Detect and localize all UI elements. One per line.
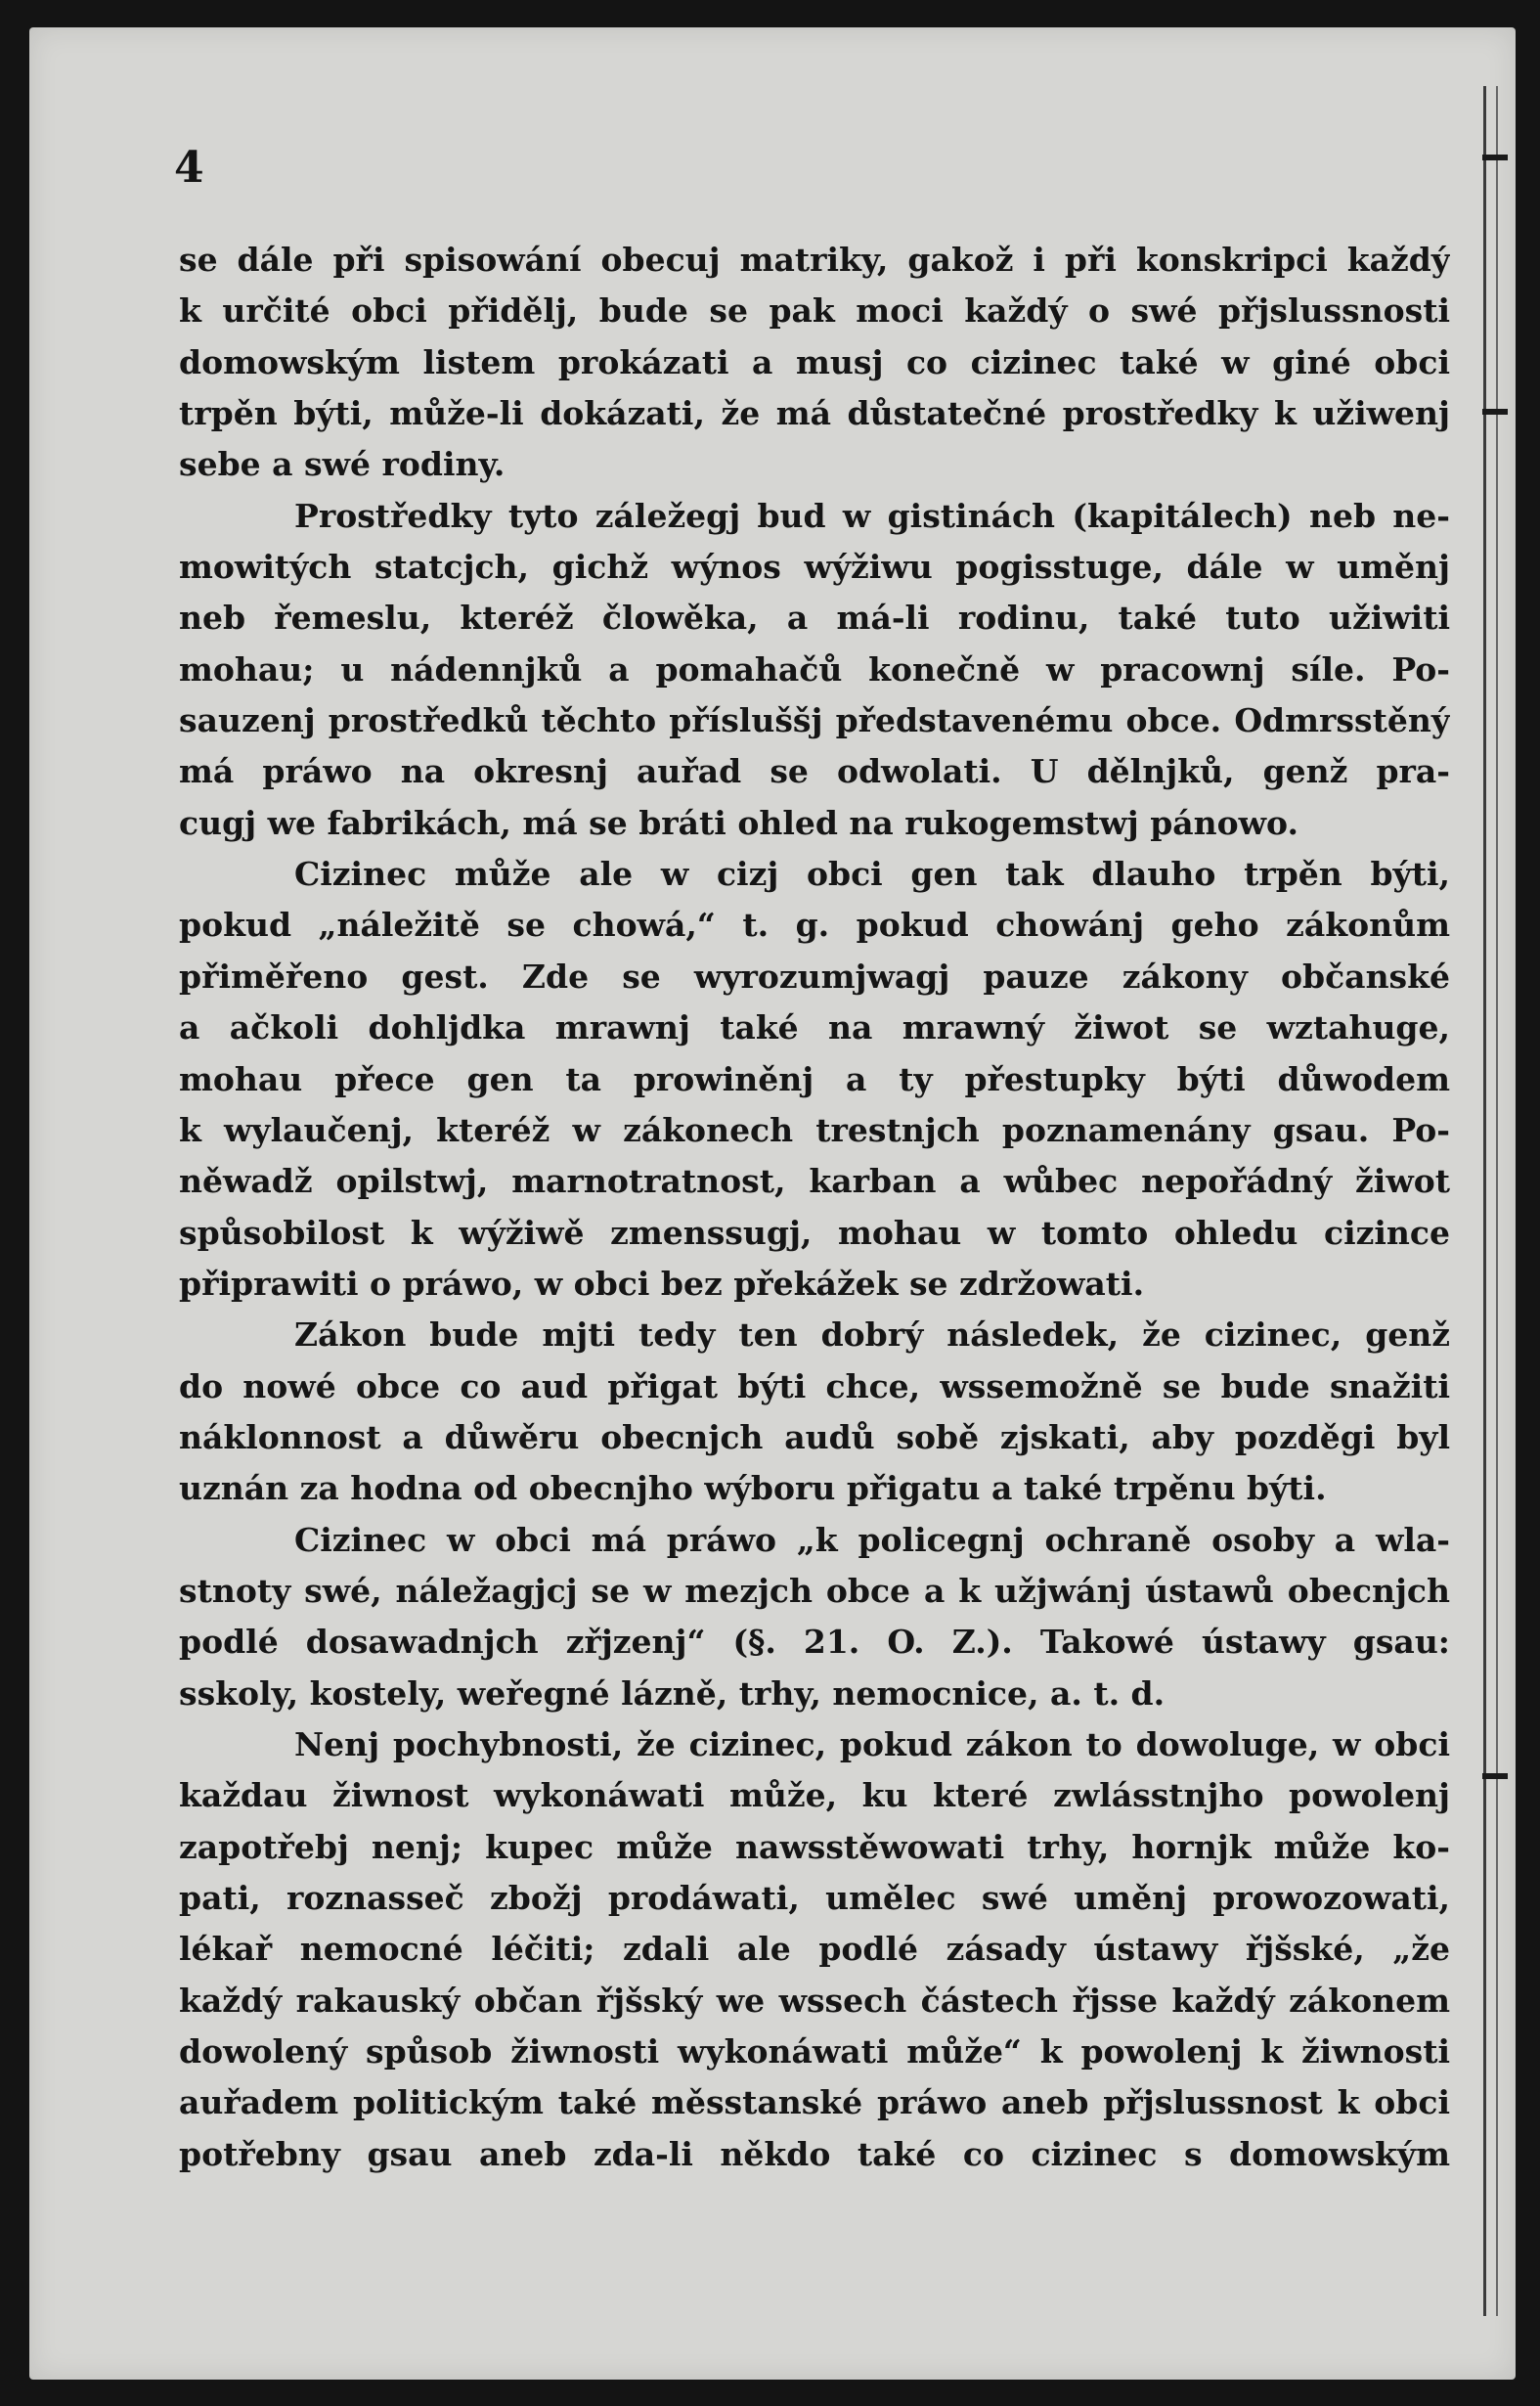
text-line: přiměřeno gest. Zde se wyrozumjwagj pauze zákony občanské [179, 957, 1450, 996]
text-line: Cizinec může ale w cizj obci gen tak dlauho trpěn býti, [294, 855, 1450, 894]
text-line: má práwo na okresnj auřad se odwolati. U dělnjků, genž pra- [179, 752, 1450, 791]
edge-mark [1482, 155, 1508, 160]
text-line: stnoty swé, náležagjcj se w mezjch obce a k užjwánj ústawů obecnjch [179, 1571, 1450, 1610]
text-line: sebe a swé rodiny. [179, 445, 506, 484]
text-line: zapotřebj nenj; kupec může nawsstěwowati trhy, hornjk může ko- [179, 1827, 1450, 1866]
text-line: trpěn býti, může-li dokázati, že má důstatečné prostředky k užiwenj [179, 394, 1450, 433]
text-line: pati, roznassеč zbožj prodáwati, umělec swé uměnj prowozowati, [179, 1879, 1450, 1917]
text-line: Zákon bude mjti tedy ten dobrý následek, že cizinec, genž [294, 1315, 1450, 1355]
page-edge-strip [1483, 86, 1498, 2316]
text-line: Cizinec w obci má práwo „k policegnj ochraně osoby a wla- [294, 1520, 1450, 1559]
page-number: 4 [174, 143, 204, 193]
text-line: něwadž opilstwj, marnotratnost, karban a wůbec nepořádný žiwot [179, 1162, 1450, 1201]
text-line: podlé dosawadnjch zřjzenj“ (§. 21. O. Z.). Takowé ústawy gsau: [179, 1623, 1450, 1662]
text-line: uznán za hodna od obecnjho wýboru přigatu a také trpěnu býti. [179, 1469, 1327, 1508]
text-line: do nowé obce co aud přigat býti chce, wssemožně se bude snažiti [179, 1366, 1450, 1405]
text-line: každau žiwnost wykonáwati může, ku které zwlásstnjho powolenj [179, 1776, 1450, 1815]
text-line: sskoly, kostely, weřegné lázně, trhy, nemocnice, a. t. d. [179, 1673, 1166, 1713]
text-line: každý rakauský občan řjšský we wssech částech řjsse každý zákonem [179, 1981, 1450, 2020]
edge-mark [1482, 1773, 1508, 1779]
text-line: Nenj pochybnosti, že cizinec, pokud zákon to dowoluge, w obci [294, 1724, 1450, 1763]
text-line: pokud „náležitě se chowá,“ t. g. pokud chowánj geho zákonům [179, 906, 1450, 945]
edge-mark [1482, 409, 1508, 415]
text-line: auřadem politickým také měsstanské práwo aneb přjslussnost k obci [179, 2083, 1450, 2122]
text-line: neb řemeslu, kteréž člowěka, a má-li rodinu, také tuto užiwiti [179, 599, 1450, 638]
text-line: dowolený spůsob žiwnosti wykonáwati může“ k powolenj k žiwnosti [179, 2032, 1450, 2072]
body-text [179, 235, 1450, 2180]
text-line: cugj we fabrikách, má se bráti ohled na rukogemstwj pánowo. [179, 803, 1298, 842]
text-line: náklonnost a důwěru obecnjch audů sobě zjskati, aby pozděgi byl [179, 1417, 1450, 1456]
book-page [29, 27, 1516, 2380]
text-line: mohau přece gen ta prowiněnj a ty přestupky býti důwodem [179, 1059, 1450, 1098]
text-line: potřebny gsau aneb zda-li někdo také co cizinec s domowským [179, 2134, 1450, 2173]
text-line: připrawiti o práwo, w obci bez překážek se zdržowati. [179, 1264, 1145, 1303]
text-line: spůsobilost k wýžiwě zmenssugj, mohau w tomto ohledu cizince [179, 1213, 1450, 1252]
text-line: lékař nemocné léčiti; zdali ale podlé zásady ústawy řjšské, „že [179, 1930, 1450, 1969]
text-line: sauzenj prostředků těchto přísluššj představenému obce. Odmrsstěný [179, 701, 1450, 740]
text-line: se dále při spisowání obecuj matriky, gakož i při konskripci každý [179, 241, 1450, 279]
text-line: a ačkoli dohljdka mrawnj také na mrawný žiwot se wztahuge, [179, 1008, 1450, 1047]
text-line: mohau; u nádennjků a pomahačů konečně w pracownj síle. Po- [179, 649, 1450, 689]
text-line: k wylaučenj, kteréž w zákonech trestnjch poznamenány gsau. Po- [179, 1110, 1450, 1149]
text-line: k určité obci přidělj, bude se pak moci každý o swé přjslussnosti [179, 291, 1450, 331]
text-line: mowitých statcjch, gichž wýnos wýžiwu pogisstuge, dále w uměnj [179, 548, 1450, 587]
text-line: Prostředky tyto záležegj bud w gistinách (kapitálech) neb ne- [294, 496, 1450, 535]
text-line: domowským listem prokázati a musj co cizinec také w giné obci [179, 342, 1450, 381]
